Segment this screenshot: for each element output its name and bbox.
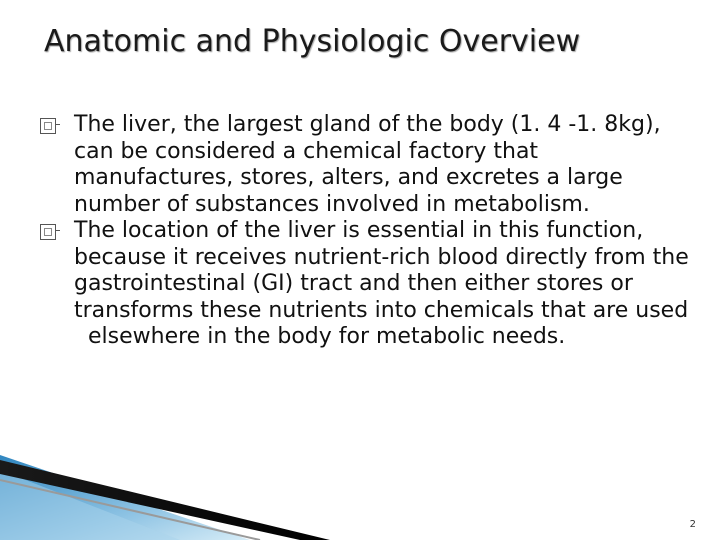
bullet-text-2-tail: elsewhere in the body for metabolic needs. [88, 324, 566, 349]
square-bullet-icon [40, 224, 56, 240]
square-bullet-icon [40, 118, 56, 134]
slide-title: Anatomic and Physiologic Overview [44, 24, 581, 59]
bullet-text-2: The location of the liver is essential in this function, because it receives nutrient-rich blood directly from the gastrointestinal (GI) tract and then either stores or transforms these nutrients into chemicals that are used [74, 218, 689, 323]
bullet-paragraph-2 [40, 218, 690, 351]
decorative-corner-graphic [0, 440, 720, 540]
page-number: 2 [689, 519, 696, 530]
bullet-text-1: The liver, the largest gland of the body (1. 4 -1. 8kg), can be considered a chemical factory that manufactures, stores, alters, and excretes a large number of substances involved in metabolism. [74, 112, 661, 217]
bullet-paragraph-1 [40, 112, 690, 218]
slide-body [40, 112, 690, 351]
